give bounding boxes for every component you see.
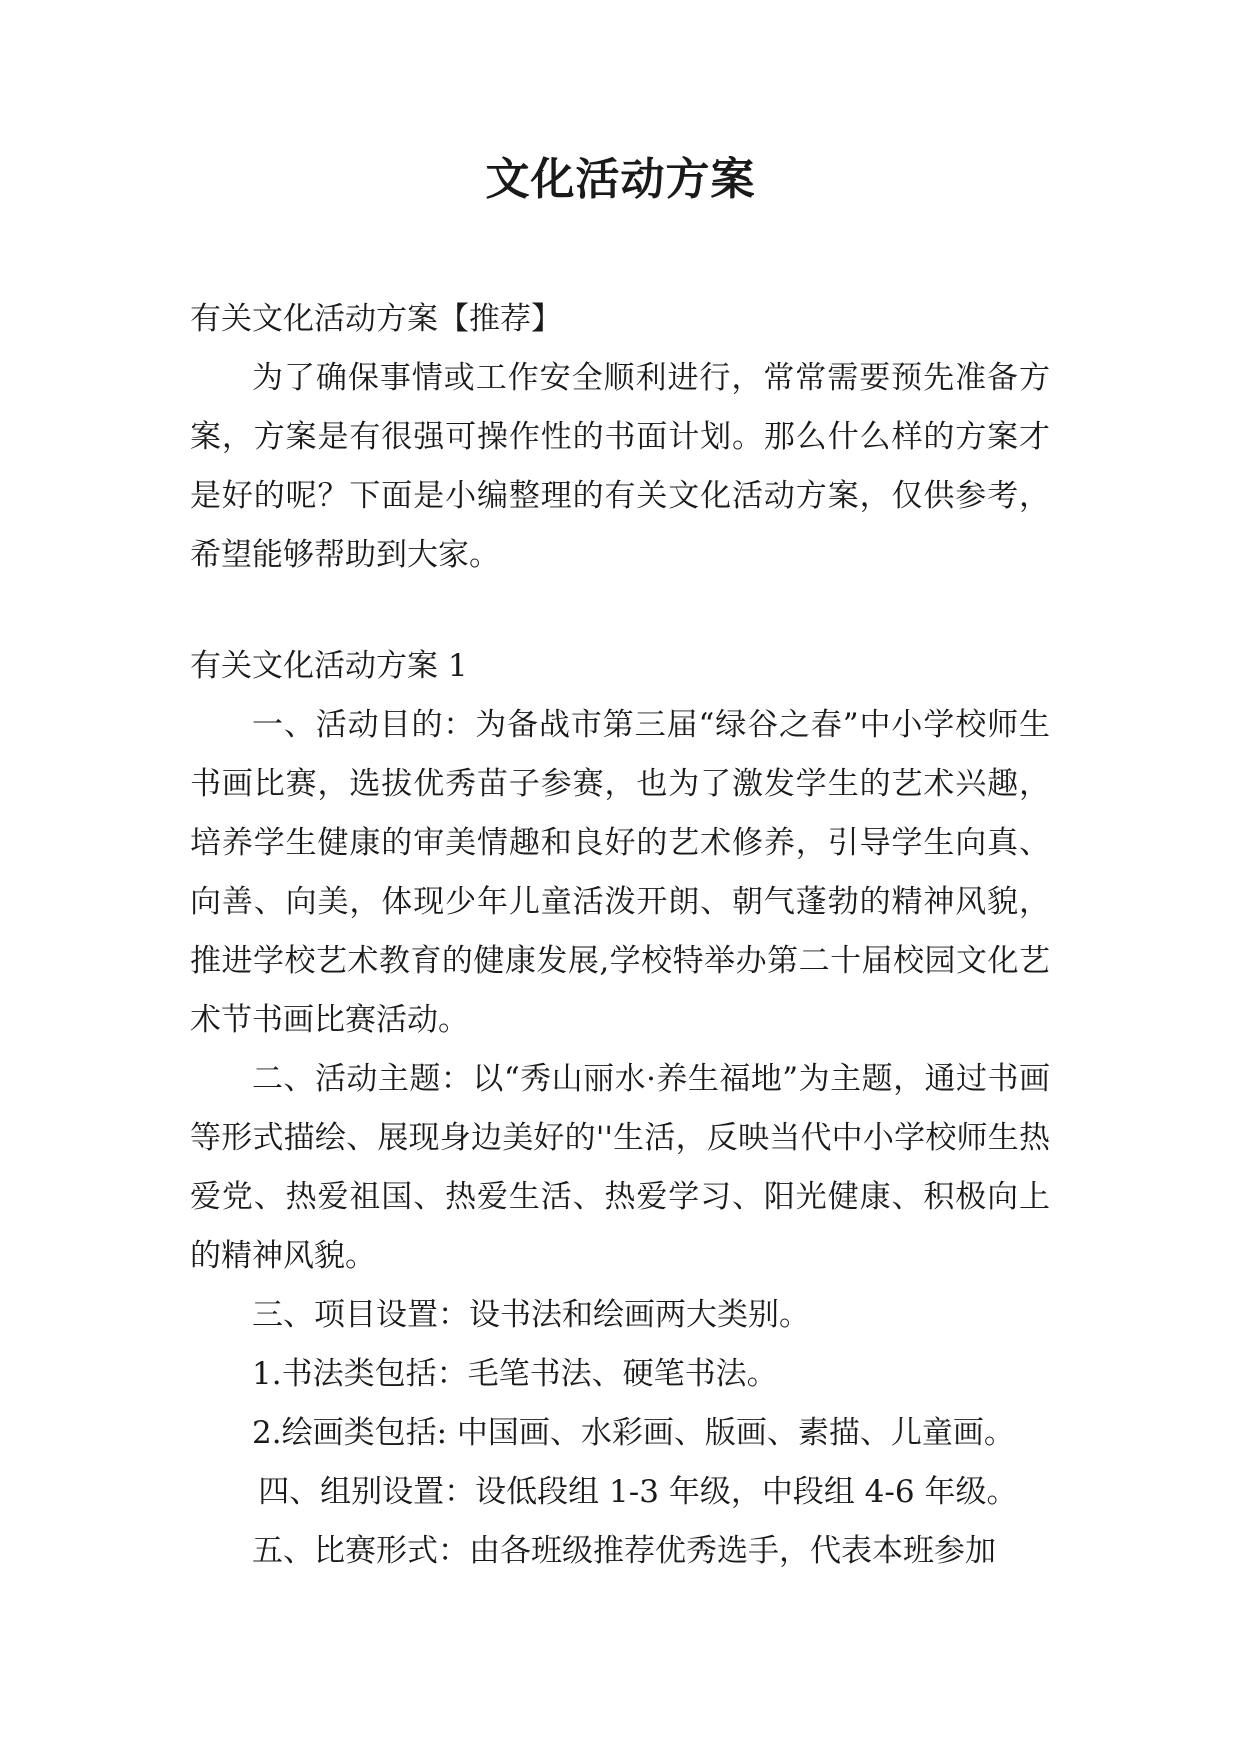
list-item-painting: 2.绘画类包括: 中国画、水彩画、版画、素描、儿童画。 — [252, 1415, 1015, 1451]
document-title: 文化活动方案 — [485, 154, 756, 205]
document-body — [190, 290, 1050, 1581]
paragraph-categories: 三、项目设置：设书法和绘画两大类别。 — [252, 1297, 810, 1333]
section-heading: 有关文化活动方案 1 — [190, 648, 468, 684]
paragraph-theme: 二、活动主题：以“秀山丽水·养生福地”为主题，通过书画等形式描绘、展现身边美好的''生活，反映当代中小学校师生热爱党、热爱祖国、热爱生活、热爱学习、阳光健康、积极向上的精神风貌。 — [190, 1061, 1050, 1274]
subtitle: 有关文化活动方案【推荐】 — [190, 301, 562, 337]
paragraph-groups: 四、组别设置：设低段组 1-3 年级，中段组 4-6 年级。 — [258, 1474, 1018, 1510]
paragraph-format: 五、比赛形式：由各班级推荐优秀选手，代表本班参加 — [252, 1533, 996, 1569]
list-item-calligraphy: 1.书法类包括：毛笔书法、硬笔书法。 — [252, 1356, 778, 1392]
intro-paragraph: 为了确保事情或工作安全顺利进行，常常需要预先准备方案，方案是有很强可操作性的书面计划。那么什么样的方案才是好的呢？下面是小编整理的有关文化活动方案，仅供参考，希望能够帮助到大家。 — [190, 360, 1050, 573]
paragraph-purpose: 一、活动目的：为备战市第三届“绿谷之春”中小学校师生书画比赛，选拔优秀苗子参赛，也为了激发学生的艺术兴趣，培养学生健康的审美情趣和良好的艺术修养，引导学生向真、向善、向美，体现少年儿童活泼开朗、朝气蓬勃的精神风貌，推进学校艺术教育的健康发展,学校特举办第二十届校园文化艺术节书画比赛活动。 — [190, 707, 1050, 1038]
